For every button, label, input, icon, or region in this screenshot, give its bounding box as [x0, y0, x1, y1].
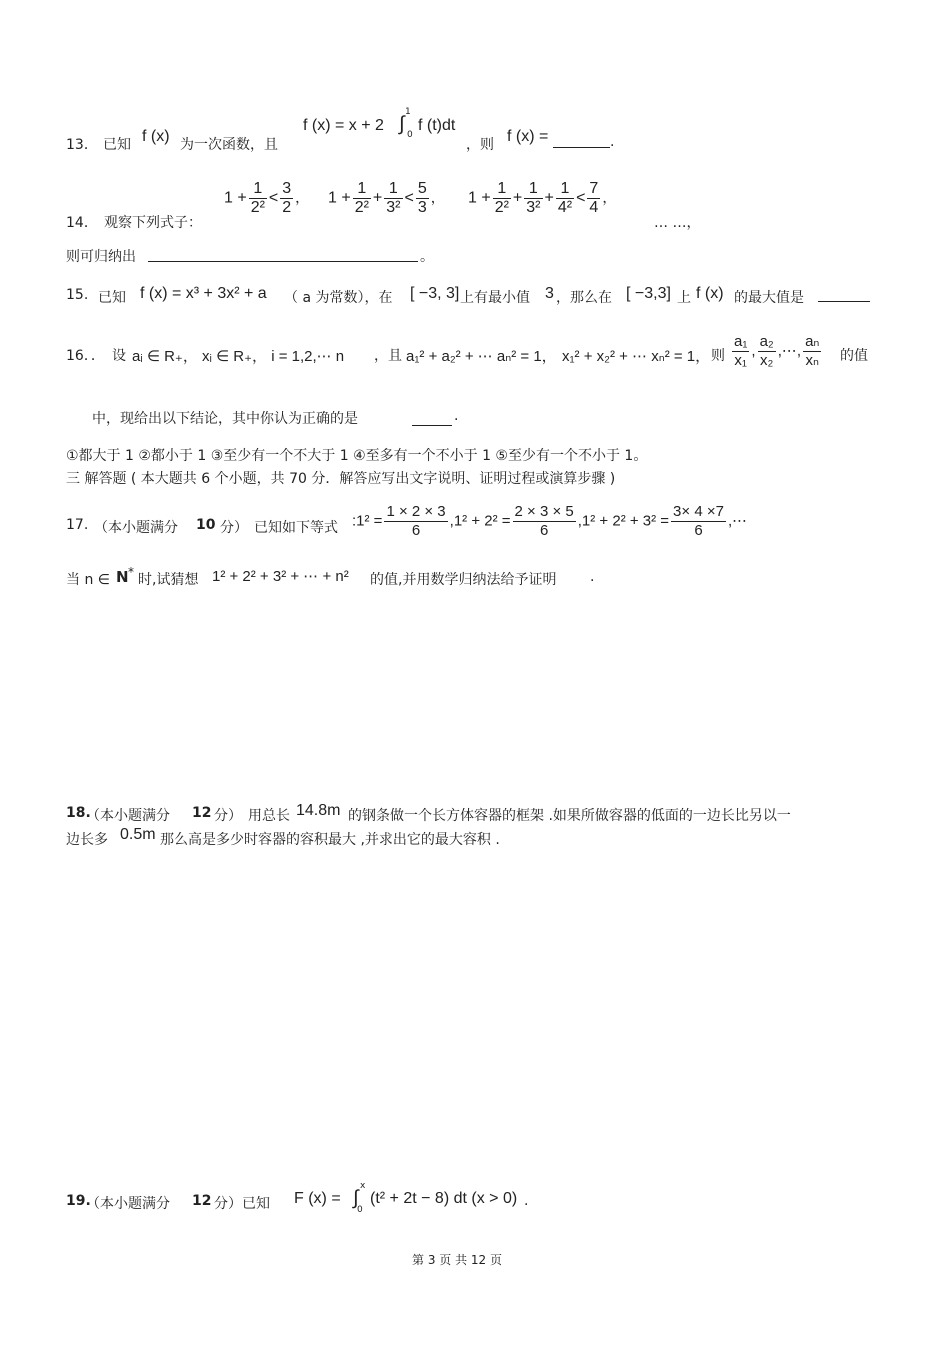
q14-answer-blank[interactable] [148, 261, 418, 262]
q18-text-2b: 那么高是多少时容器的容积最大 ,并求出它的最大容积 . [160, 832, 500, 848]
q15-min-value: 3 [545, 285, 554, 302]
q16-condition-1: aᵢ ∈ R₊， xᵢ ∈ R₊， i = 1,2,⋯ n [132, 348, 345, 365]
q17-points-unit: 分） [220, 520, 248, 536]
q18-points-unit: 分） [214, 808, 242, 824]
q17-eq-3-frac: $\frac{3\times 4 \times 7}{6}$ [673, 503, 724, 539]
q13-number: 13． [66, 137, 98, 153]
q19-integral-upper: x [360, 1181, 366, 1191]
q15-then-on: ，那么在 [556, 290, 612, 306]
q15-max-is: 的最大值是 [734, 290, 804, 306]
q17-star: * [128, 565, 134, 579]
q15-interval-2: [ −3,3] [626, 285, 671, 302]
q18-text-1a: 用总长 [248, 808, 290, 824]
q13-equation-left: f (x) = x + 2 [303, 117, 384, 134]
q18-score-label: （本小题满分 [86, 808, 170, 824]
q15-function: f (x) = x³ + 3x² + a [140, 285, 267, 302]
q17-score-label: （本小题满分 [94, 520, 178, 536]
q14-end: 。 [420, 249, 434, 265]
q14-inequality-2: 1 + $\frac{1}{\text{2²}}$ + $\frac{1}{\text{3²}}$ < $\frac{5}{3}$ ， [328, 180, 445, 216]
q14-conclude: 则可归纳出 [66, 249, 136, 265]
q19-points: 12 [192, 1193, 212, 1209]
section-3-header: 三 解答题 ( 本大题共 6 个小题，共 70 分．解答应写出文字说明、证明过程或演算步骤 ) [66, 471, 616, 487]
q16-ratio-n: $\frac{\text{aₙ}}{\text{xₙ}}$ [805, 333, 820, 369]
ineq1-frac-1: $\frac{1}{\text{2²}}$ [250, 180, 265, 216]
q19-integral-lower: 0 [357, 1205, 363, 1215]
q16-line-2-end: . [454, 408, 459, 424]
q17-N: N [116, 568, 129, 586]
q19-points-unit: 分）已知 [214, 1196, 270, 1212]
q13-answer-blank[interactable] [553, 147, 610, 148]
q15-known: 已知 [98, 290, 126, 306]
q17-intro: 已知如下等式 [254, 520, 338, 536]
q18-number: 18. [66, 805, 91, 821]
q16-and: ，且 [374, 348, 402, 364]
q19-integral-sign: ∫ [353, 1187, 359, 1209]
q17-end: . [590, 569, 595, 585]
q18-length: 14.8m [296, 802, 341, 819]
q16-line-2: 中，现给出以下结论，其中你认为正确的是 [92, 411, 358, 427]
ineq1-rhs: $\frac{3}{2}$ [282, 180, 292, 216]
page-footer: 第 3 页 共 12 页 [412, 1253, 502, 1267]
q19-integrand: (t² + 2t − 8) dt (x > 0) [370, 1190, 518, 1207]
q16-ratios: $\frac{\text{a₁}}{\text{x₁}}$ , $\frac{\text{a₂}}{\text{x₂}}$ ,⋯, $\frac{\text{aₙ}}{\text{xₙ}}$ [734, 333, 820, 369]
q16-condition-3: x₁² + x₂² + ⋯ xₙ² = 1， [562, 348, 711, 365]
q15-interval: [ −3, 3] [410, 285, 460, 302]
q15-number: 15. [66, 287, 89, 303]
q13-fx: f (x) [142, 128, 170, 145]
q19-end: . [524, 1193, 529, 1209]
q14-dots: … …， [654, 215, 701, 231]
q13-known: 已知 [103, 137, 131, 153]
q19-score-label: （本小题满分 [86, 1196, 170, 1212]
q19-number: 19. [66, 1193, 91, 1209]
q14-inequality-1: 1 + $\frac{1}{\text{2²}}$ < $\frac{3}{2}$ ， [224, 180, 310, 216]
q13-then: ，则 [466, 137, 494, 153]
q16-ratio-1: $\frac{\text{a₁}}{\text{x₁}}$ [734, 333, 748, 369]
q17-equations: :1² = $\frac{1 \times 2 \times 3}{6}$ ,1² + 2² = $\frac{2 \times 3 \times 5}{6}$ ,1² + 2² + 3² = $\frac{3\times 4 \times 7}{6}$ ,⋯ [352, 503, 748, 539]
q16-value-of: 的值 [840, 348, 868, 364]
ineq1-lead: 1 + [224, 189, 247, 207]
q15-answer-blank[interactable] [818, 301, 870, 302]
q17-prove-text: 的值,并用数学归纳法给予证明 [370, 572, 557, 588]
q18-text-1b: 的钢条做一个长方体容器的框架 .如果所做容器的低面的一边长比另以一 [348, 808, 791, 824]
q16-answer-blank[interactable] [412, 425, 452, 426]
q13-end: . [610, 134, 615, 150]
q13-integrand: f (t)dt [418, 117, 456, 134]
q19-function: F (x) = [294, 1190, 341, 1207]
q16-condition-2: a₁² + a₂² + ⋯ aₙ² = 1， [406, 348, 557, 365]
q15-fx: f (x) [696, 285, 724, 302]
q17-points: 10 [196, 517, 216, 533]
q15-a-const: （ a 为常数），在 [284, 290, 393, 306]
q13-fx-answer: f (x) = [507, 128, 549, 145]
q18-points: 12 [192, 805, 212, 821]
q17-number: 17. [66, 517, 89, 533]
q15-on: 上 [677, 290, 691, 306]
q16-ratio-2: $\frac{\text{a₂}}{\text{x₂}}$ [759, 333, 774, 369]
q14-number: 14． [66, 215, 98, 231]
q13-linear-text: 为一次函数，且 [180, 137, 278, 153]
q13-integral-sign: ∫ [399, 113, 405, 135]
q17-eq-2-frac: $\frac{2 \times 3 \times 5}{6}$ [514, 503, 574, 539]
q15-has-min: 上有最小值 [460, 290, 530, 306]
q17-guess-text: 时,试猜想 [138, 572, 199, 588]
q14-inequality-3: 1 + $\frac{1}{\text{2²}}$ + $\frac{1}{\text{3²}}$ + $\frac{1}{\text{4²}}$ < $\frac{7}{4}$ ， [468, 180, 617, 216]
q17-sum: 1² + 2² + 3² + ⋯ + n² [212, 568, 349, 585]
q16-set: 设 [112, 348, 126, 364]
q17-when-n: 当 n ∈ [66, 572, 110, 588]
q18-text-2a: 边长多 [66, 832, 108, 848]
q13-integral-upper: 1 [405, 107, 411, 117]
q14-text: 观察下列式子： [104, 215, 202, 231]
q16-options: ①都大于 1 ②都小于 1 ③至少有一个不大于 1 ④至多有一个不小于 1 ⑤至少有一个不小于 1。 [66, 448, 648, 464]
q18-diff: 0.5m [120, 826, 156, 843]
q16-then: 则 [711, 348, 725, 364]
q16-number: 16．． [66, 348, 105, 364]
q17-eq-1-frac: $\frac{1 \times 2 \times 3}{6}$ [386, 503, 446, 539]
q13-integral-lower: 0 [407, 130, 413, 140]
